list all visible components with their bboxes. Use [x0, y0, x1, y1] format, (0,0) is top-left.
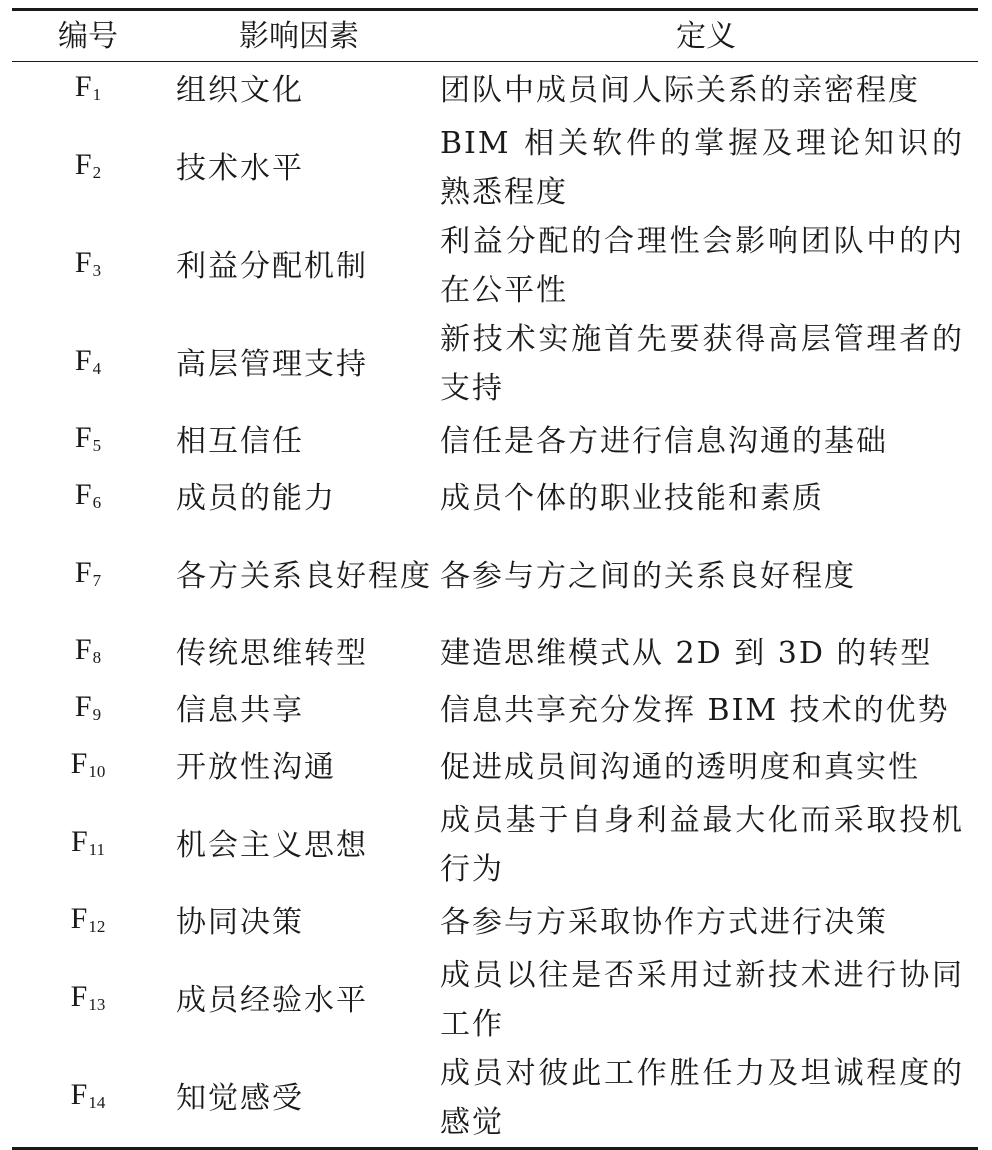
row-factor: 高层管理支持: [176, 346, 368, 382]
table-row: [12, 894, 978, 951]
id-letter: F: [74, 633, 92, 666]
id-letter: F: [74, 147, 92, 181]
id-letter: F: [74, 245, 92, 279]
row-definition: 新技术实施首先要获得高层管理者的支持: [440, 322, 964, 406]
row-factor: 机会主义思想: [176, 827, 368, 863]
row-factor: 成员的能力: [176, 481, 336, 516]
header-row: [12, 10, 978, 62]
row-factor: 传统思维转型: [176, 636, 368, 671]
id-subscript: 9: [92, 705, 102, 724]
id-letter: F: [74, 421, 92, 454]
row-factor: 知觉感受: [164, 1049, 434, 1149]
row-definition: 利益分配的合理性会影响团队中的内在公平性: [440, 224, 964, 308]
influence-factor-table: [12, 8, 978, 1150]
table-row: [12, 796, 978, 894]
row-id: [12, 1049, 164, 1149]
row-factor: 协同决策: [176, 905, 304, 940]
id-subscript: 1: [92, 85, 102, 104]
id-letter: F: [74, 690, 92, 723]
table-row: [12, 217, 978, 315]
table-row: [12, 315, 978, 413]
row-definition: 信息共享充分发挥 BIM 技术的优势: [440, 693, 950, 728]
row-id: [12, 315, 164, 413]
table-row: [12, 1049, 978, 1149]
id-subscript: 13: [88, 994, 106, 1014]
row-definition: 成员基于自身利益最大化而采取投机行为: [440, 803, 964, 887]
row-factor: 开放性沟通: [176, 750, 336, 785]
row-definition: 建造思维模式从 2D 到 3D 的转型: [440, 636, 933, 671]
row-definition: 团队中成员间人际关系的亲密程度: [440, 73, 920, 108]
row-factor: 组织文化: [176, 73, 304, 108]
table-row: [12, 625, 978, 682]
id-letter: F: [74, 478, 92, 511]
table-row: [12, 682, 978, 739]
id-subscript: 7: [92, 570, 102, 590]
row-definition: 信任是各方进行信息沟通的基础: [440, 424, 888, 459]
row-id: [12, 951, 164, 1049]
table-row: [12, 470, 978, 527]
row-id: [12, 413, 164, 470]
row-definition: 成员对彼此工作胜任力及坦诚程度的感觉: [434, 1049, 978, 1149]
row-id: [12, 796, 164, 894]
header-factor: 影响因素: [164, 10, 434, 62]
table-row: [12, 951, 978, 1049]
row-factor: 信息共享: [176, 693, 304, 728]
row-factor: 利益分配机制: [176, 248, 368, 284]
row-id: [12, 527, 164, 625]
id-subscript: 3: [92, 260, 102, 280]
table-row: [12, 119, 978, 217]
table-header: [12, 10, 978, 62]
id-letter: F: [70, 824, 88, 858]
row-definition: 成员个体的职业技能和素质: [440, 481, 824, 516]
table-body: [12, 62, 978, 1149]
row-id: [12, 739, 164, 796]
table-row: [12, 739, 978, 796]
row-id: [12, 625, 164, 682]
id-letter: F: [70, 902, 88, 935]
factor-table-container: [12, 8, 978, 1150]
id-subscript: 8: [92, 648, 102, 667]
id-subscript: 14: [88, 1092, 106, 1112]
id-letter: F: [70, 979, 88, 1013]
row-id: [12, 894, 164, 951]
row-id: [12, 470, 164, 527]
row-definition: 各参与方采取协作方式进行决策: [440, 905, 888, 940]
row-definition: BIM 相关软件的掌握及理论知识的熟悉程度: [440, 126, 964, 210]
id-subscript: 12: [88, 917, 106, 936]
header-definition: 定义: [434, 10, 978, 62]
row-definition: 促进成员间沟通的透明度和真实性: [440, 750, 920, 785]
id-subscript: 4: [92, 358, 102, 378]
row-factor: 相互信任: [176, 424, 304, 459]
id-letter: F: [74, 70, 92, 103]
row-factor: 技术水平: [176, 150, 304, 186]
id-letter: F: [74, 555, 92, 589]
row-id: [12, 119, 164, 217]
row-definition: 成员以往是否采用过新技术进行协同工作: [440, 958, 964, 1042]
id-letter: F: [70, 1077, 88, 1111]
row-definition: 各参与方之间的关系良好程度: [440, 558, 856, 594]
row-factor: 各方关系良好程度: [176, 558, 432, 594]
row-id: [12, 682, 164, 739]
id-letter: F: [70, 747, 88, 780]
id-subscript: 2: [92, 162, 102, 182]
id-subscript: 10: [88, 762, 106, 781]
row-id: [12, 217, 164, 315]
id-letter: F: [74, 343, 92, 377]
table-row: [12, 527, 978, 625]
row-id: [12, 62, 164, 120]
table-row: [12, 62, 978, 120]
table-row: [12, 413, 978, 470]
id-subscript: 5: [92, 436, 102, 455]
header-id: 编号: [12, 10, 164, 62]
row-factor: 成员经验水平: [176, 982, 368, 1018]
id-subscript: 6: [92, 493, 102, 512]
id-subscript: 11: [88, 839, 106, 859]
